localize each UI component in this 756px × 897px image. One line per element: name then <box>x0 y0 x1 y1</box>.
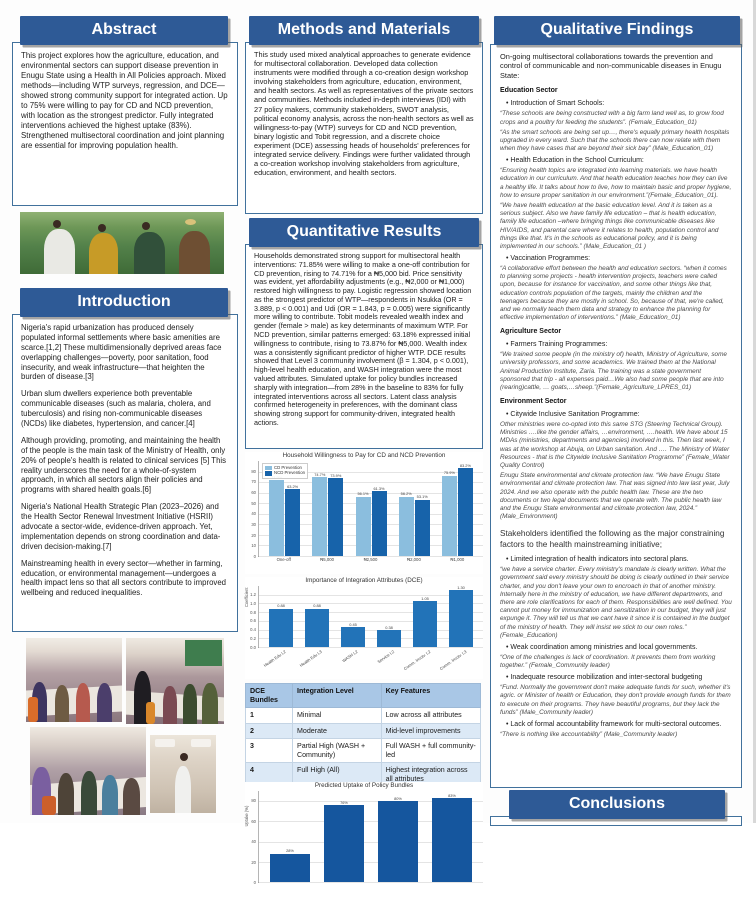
photo-participant <box>202 683 218 724</box>
y-axis <box>245 461 258 557</box>
bar <box>458 462 473 556</box>
qualitative-bullet: • Inadequate resource mobilization and inter-sectoral budgeting <box>506 674 732 683</box>
right-column <box>488 0 746 823</box>
qualitative-bullet: • Farmers Training Programmes: <box>506 341 732 350</box>
quantitative-title: Quantitative Results <box>286 223 442 240</box>
bar <box>372 485 387 556</box>
x-tick-label <box>436 557 479 565</box>
photo-figure-farmer <box>179 231 210 274</box>
dce-column-header: DCE Bundles <box>246 684 293 708</box>
y-tick-label: 0.2 <box>250 636 256 642</box>
y-tick-label: 0.6 <box>250 618 256 624</box>
qualitative-bullet: • Introduction of Smart Schools: <box>506 100 732 109</box>
wtp-bar-chart <box>245 452 483 574</box>
bar-group <box>371 791 425 882</box>
photo-participant <box>102 775 118 815</box>
legend-swatch <box>265 466 272 471</box>
chart-title: Predicted Uptake of Policy Bundles <box>314 782 414 789</box>
quantitative-box <box>245 244 483 449</box>
abstract-title: Abstract <box>91 21 157 38</box>
bar-value-label: 63.2% <box>287 483 299 489</box>
y-tick-label: 80 <box>251 468 256 474</box>
qualitative-quote: “There is nothing like accountability” (Male_Community leader) <box>500 730 678 738</box>
qualitative-quote: “One of the challenges is lack of coordination. It prevents them from working together.” (Female_Community leader) <box>500 653 716 670</box>
dce-table-cell: Full High (All) <box>292 763 381 787</box>
x-tick-text: ₦1,000 <box>450 557 465 562</box>
y-tick-label: 20 <box>251 859 256 865</box>
dce-bundles-table-wrap <box>245 683 481 787</box>
dce-header-row <box>246 684 481 708</box>
dce-column-header: Key Features <box>381 684 480 708</box>
bar-group <box>263 586 299 647</box>
abstract-header <box>20 16 229 45</box>
x-tick-text: One-off <box>276 557 291 562</box>
chart-title: Household Willingness to Pay for CD and NCD Prevention <box>282 452 446 459</box>
x-tick-text: Comm. Involv. L2 <box>402 649 432 672</box>
bar <box>356 491 371 556</box>
intro-paragraphs <box>13 315 237 613</box>
dce-table-cell: Moderate <box>292 723 381 739</box>
bars <box>259 791 483 882</box>
legend-swatch <box>265 471 272 476</box>
y-tick-label: 0 <box>253 880 256 885</box>
bar <box>413 595 437 647</box>
methods-title: Methods and Materials <box>277 21 451 38</box>
dce-table-head <box>246 684 481 708</box>
qualitative-bullet: • Health Education in the School Curriculum: <box>506 157 732 166</box>
qualitative-quote: “We trained some people (in the ministry of) health, Ministry of Agriculture, some university professors, and some academics. We trained them at the National Animal Production Institute, Zaria. The training was a state government sponsored that trip - all expenses paid…We also had some people that are into (rearing)cattle, … goats,…sheep.”(Female_Agriculture_LPRES_01) <box>500 351 727 391</box>
y-tick-label: 50 <box>251 500 256 506</box>
bar-group <box>443 586 479 647</box>
bar-value-label: 53.1% <box>416 494 428 500</box>
x-tick-label <box>334 648 370 668</box>
bar-group <box>393 461 436 556</box>
photo-air-conditioner <box>191 739 211 747</box>
x-axis-labels <box>258 648 483 672</box>
photo-figure-head <box>98 224 106 232</box>
bar <box>269 480 284 556</box>
bar <box>270 848 310 882</box>
x-tick-text: ₦2,500 <box>363 557 378 562</box>
legend-entry <box>265 471 305 476</box>
bar <box>432 792 472 882</box>
methods-text: This study used mixed analytical approaches to generate evidence for multisectoral collaboration. Developed data collection instruments were modified through a co-creation design workshop involving stakeholders from agriculture, education, environment, and health sectors. As well as representatives of the private sectors and communities. Methods included in-depth interviews (IDI) with 27 policy makers, community stakeholders, SWOT analysis, political economy analysis, across the non-health sectors as well as willingness-to-pay (WTP) surveys for CD and NCD prevention, binary logistic and Tobit regression, and a discrete choice experiment (DCE) assessing heads of households' preferences for integrated service delivery. Findings were further validated through a co-creation workshop involving stakeholders from agriculture, education, environment, and health sectors. <box>254 50 474 178</box>
chart-legend <box>262 463 308 479</box>
bar <box>399 491 414 556</box>
photo-participant <box>76 683 90 722</box>
bar <box>449 584 473 647</box>
bar-value-label: 56.1% <box>357 491 369 497</box>
bar-group <box>349 461 392 556</box>
x-tick-label <box>305 557 348 565</box>
x-tick-label <box>371 648 407 668</box>
y-tick-label: 60 <box>251 818 256 824</box>
dce-table-row <box>246 723 481 739</box>
qualitative-box <box>490 44 742 788</box>
photo-participant <box>97 683 112 722</box>
y-tick-label: 70 <box>251 479 256 485</box>
abstract-text: This project explores how the agriculture, education, and environmental sectors can support disease prevention in Enugu State using a Health in All Policies approach. Mixed methods—including WTP surveys, regression, and DCE—showed strong community support for integrated action. Up to 75% were willing to pay for CD and NCD prevention, with location as the strongest predictor. Fully integrated interventions achieved the highest uptake (83%). Strengthened multisectoral coordination and joint planning are essential for improving population health. <box>21 51 228 151</box>
photo-speaker-figure <box>175 766 191 813</box>
qualitative-header <box>494 16 739 45</box>
x-tick-label <box>438 648 479 672</box>
left-column <box>8 0 240 823</box>
bar-value-label: 28% <box>286 848 294 854</box>
bar <box>285 483 300 556</box>
qualitative-sector: Agriculture Sector <box>500 328 562 336</box>
conclusions-title: Conclusions <box>568 795 665 812</box>
qualitative-bullet: • Vaccination Programmes: <box>506 255 732 264</box>
bar <box>378 795 418 882</box>
bar-value-label: 73.9% <box>330 472 342 478</box>
bar-value-label: 0.45 <box>349 621 357 627</box>
photo-banner <box>185 640 222 666</box>
bar-value-label: 61.3% <box>373 485 385 491</box>
bar <box>442 470 457 556</box>
photo-participant <box>58 773 74 815</box>
photo-participant <box>163 686 177 724</box>
qualitative-bullet: • Limited integration of health indicators into sectoral plans. <box>506 556 732 565</box>
photo-field-visit <box>20 212 224 274</box>
qualitative-title: Qualitative Findings <box>540 21 694 38</box>
y-tick-label: 0.8 <box>250 609 256 615</box>
x-tick-text: Service L2 <box>376 649 396 665</box>
photo-orange-chair <box>42 796 56 815</box>
bar-group <box>317 791 371 882</box>
y-tick-label: 1.0 <box>250 600 256 606</box>
photo-figure-head <box>142 222 150 230</box>
y-tick-label: 0.0 <box>250 645 256 650</box>
qualitative-quote: Other ministries were co-opted into this same STG (Steering Technical Group). Ministries ….like the gender affairs, …environment, ….health. We have about 15 MDAs (ministries, departments and agencies) involved in this. Then last week, I was at the workshop at Abuja, on Urban sanitation. And …. The Ministry of Water Resources - that is the Citywide Inclusive Sanitation Programme” (Female_Water Quality Control) <box>500 421 730 470</box>
introduction-header <box>20 288 229 317</box>
dce-table-cell: 2 <box>246 723 293 739</box>
y-tick-label: 60 <box>251 489 256 495</box>
dce-table-cell: Mid-level improvements <box>381 723 480 739</box>
methods-box <box>245 42 483 214</box>
bar-value-label: 56.2% <box>400 491 412 497</box>
y-tick-label: 20 <box>251 532 256 538</box>
dce-table-body <box>246 708 481 787</box>
photo-figure-woman <box>89 233 118 274</box>
bar-value-label: 0.88 <box>277 603 285 609</box>
x-tick-label <box>262 557 305 565</box>
abstract-box <box>12 42 238 206</box>
qualitative-sector: Education Sector <box>500 87 558 95</box>
photo-figure-straw-hat <box>185 219 196 225</box>
dce-table-cell: 1 <box>246 708 293 724</box>
workshop-photo-collage <box>18 638 224 818</box>
photo-workshop-1 <box>26 638 122 722</box>
plot-area <box>258 791 483 883</box>
bar-value-label: 0.88 <box>313 603 321 609</box>
x-tick-label <box>298 648 334 668</box>
dce-table-row <box>246 739 481 763</box>
x-tick-label <box>262 648 298 668</box>
bar <box>377 624 401 647</box>
introduction-title: Introduction <box>77 293 171 310</box>
x-tick-label <box>402 648 443 672</box>
bar-value-label: 0.38 <box>385 624 393 630</box>
middle-column <box>243 0 485 885</box>
bar-group <box>299 586 335 647</box>
intro-paragraph: Nigeria's rapid urbanization has produced densely populated informal settlements where basic amenities are scarce.[1,2] These multidimensionally deprived areas face overlapping challenges—poverty, poor sanitation, food insecurity, and weak infrastructure—that heighten the burden of disease.[3] <box>21 323 222 382</box>
dce-table-row <box>246 708 481 724</box>
dce-table-cell: Partial High (WASH + Community) <box>292 739 381 763</box>
photo-figure-doctor <box>44 229 75 274</box>
qualitative-quote: “Ensuring health topics are integrated into learning materials. we have health education in our curriculum. And that health education teaches how they can live a healthy life. It talks about how to live, how to maintain basic and proper hygiene, how to ensure proper sanitation in our environment.”(Female_Education_01). <box>500 167 732 199</box>
y-tick-label: 40 <box>251 511 256 517</box>
x-tick-text: Comm. Involv. L3 <box>438 649 468 672</box>
bar-group <box>371 586 407 647</box>
photo-figure-man <box>134 232 165 274</box>
bar <box>305 603 329 647</box>
bar <box>324 799 364 882</box>
x-tick-text: ₦5,000 <box>320 557 335 562</box>
intro-paragraph: Mainstreaming health in every sector—whether in farming, education, or environmental management—undergoes a health impact lens so that all sectors contribute to improved wellbeing and reduced inequalities. <box>21 558 226 598</box>
bars <box>259 586 483 647</box>
bar-value-label: 76% <box>340 799 348 805</box>
x-tick-label <box>392 557 435 565</box>
qualitative-quote: “we have a service charter. Every ministry's mandate is clearly written. What the government said every ministry should be doing is clearly outlined in their service charter, and you don't leave your own to encroach in that of another ministry. Internally here in the ministry of education, we have different departments, and there are role clarifications for each of them. Responsibilities are well defined. You cannot put money for immunization and sensitization in our budget, they will just expunge it. They will tell us that we cant have it since it is contained in the budget of the ministry of health. They will insist we stick to our own roles.” (Female_Education) <box>500 566 732 639</box>
bar-value-label: 75.9% <box>443 470 455 476</box>
bar-value-label: 80% <box>394 795 402 801</box>
bar <box>415 494 430 556</box>
qualitative-bullet: • Citywide Inclusive Sanitation Programme: <box>506 411 732 420</box>
bar-value-label: 1.05 <box>421 595 429 601</box>
dce-table-cell: 4 <box>246 763 293 787</box>
bar-group <box>425 791 479 882</box>
x-tick-label <box>349 557 392 565</box>
bar <box>269 603 293 647</box>
chart-title: Importance of Integration Attributes (DCE) <box>305 577 423 584</box>
photo-speaker <box>150 735 216 813</box>
qualitative-sector: Environment Sector <box>500 398 567 406</box>
photo-orange-chair <box>146 702 156 724</box>
intro-paragraph: Urban slum dwellers experience both preventable communicable diseases (such as malaria, cholera, and tuberculosis) and rising non-communicable diseases (NCDs) like diabetes, hypertension, and cancer.[4] <box>21 389 211 429</box>
dce-table-cell: Minimal <box>292 708 381 724</box>
x-axis-labels <box>258 557 483 565</box>
bar-value-label: 83% <box>448 792 456 798</box>
photo-figure-head <box>53 220 61 228</box>
qualitative-quote: Enugu State environmental and climate protection law. “We have Enugu State environmental and climate protection law. That was signed into law last year, July 2024. And we also operate with the public health law. These are the two documents or two legal documents that we operate with. The public health law and the Enugu State environmental and climate protection law, 2024.” (Male_Environment) <box>500 472 730 521</box>
x-tick-text: Health Edu L2 <box>262 649 287 668</box>
y-tick-label: 30 <box>251 521 256 527</box>
bar-value-label: 74.7% <box>314 471 326 477</box>
bar-value-label: 1.30 <box>457 584 465 590</box>
dce-table-cell: Highest integration across all attributes <box>381 763 480 787</box>
chart-plot-body <box>245 586 483 648</box>
policy-uptake-chart <box>245 782 483 897</box>
chart-plot-body <box>245 461 483 557</box>
gridline <box>259 882 483 883</box>
introduction-box <box>12 314 238 632</box>
qualitative-bullet: • Lack of formal accountability framework for multi-sectoral outcomes. <box>506 721 732 730</box>
qualitative-bullet: • Weak coordination among ministries and local governments. <box>506 644 732 653</box>
bar <box>312 471 327 556</box>
quantitative-header <box>249 218 479 247</box>
photo-orange-chair <box>28 697 38 722</box>
qualitative-quote: “We have health education at the basic education level. And it is taken as a serious subject. Also we have family life education – that is health education, family life education –where bringing things like communicable diseases like HIV/AIDS, and parental care where it relates to health, population control and things like that. It's in the schools as educational policy, and it is being implemented in our schools.” (Male_Education_01 ) <box>500 201 719 250</box>
y-axis-title: Coefficient <box>244 587 249 608</box>
chart-plot-body <box>245 791 483 883</box>
dce-table-cell: Low across all attributes <box>381 708 480 724</box>
photo-participant <box>81 771 97 815</box>
x-tick-text: Health Edu L3 <box>298 649 323 668</box>
y-tick-label: 0.4 <box>250 627 256 633</box>
bar <box>341 621 365 647</box>
bar-group <box>335 586 371 647</box>
photo-workshop-2 <box>126 638 224 724</box>
qualitative-quote: “Fund. Normally the government don't make adequate funds for such, whether it's agric. or Minister of health or Education, they don't provide enough funds for them to execute on their programs. They have beautiful programs, but they lack the funds” (Male_Community leader) <box>500 684 731 716</box>
intro-paragraph: Nigeria's National Health Strategic Plan (2023–2026) and the Health Sector Renewal Investment Initiative (HSRII) advocate a sector-wide, evidence-driven approach. Yet, implementation depends on strong coordination and data-driven decision-making.[7] <box>21 502 221 551</box>
x-tick-text: WASH L2 <box>341 649 359 664</box>
photo-air-conditioner <box>155 739 175 747</box>
dce-table-cell: 3 <box>246 739 293 763</box>
qualitative-content <box>491 45 741 748</box>
y-tick-label: 1.2 <box>250 591 256 597</box>
plot-area <box>258 461 483 557</box>
qualitative-lead2: Stakeholders identified the following as the major constraining factors to the health mainstreaming initiative; <box>500 529 725 549</box>
dce-column-header: Integration Level <box>292 684 381 708</box>
photo-participant <box>123 778 140 815</box>
bar-group <box>436 461 479 556</box>
conclusions-header <box>509 790 726 819</box>
y-tick-label: 40 <box>251 839 256 845</box>
qualitative-quote: “A collaborative effort between the health and education sectors. “when it comes to planning some projects - health intervention projects, teachers were called upon, because for instance for vaccination, and some other things like that, education controls population of the targets, mainly the children and the teenagers because they are mostly in school. So, because of that, we're called, and we normally teach them data and strategy to enhance the planning for effective implementation of interventions.” (Male_Education_01) <box>500 265 727 322</box>
photo-workshop-3 <box>30 727 146 815</box>
photo-speaker-head <box>180 753 188 761</box>
x-tick-text: ₦2,000 <box>406 557 421 562</box>
bar-value-label: 83.2% <box>459 462 471 468</box>
y-tick-label: 80 <box>251 798 256 804</box>
qualitative-quote: “As the smart schools are being set up…, there's equally primary health hospitals upgraded in every ward. Such that the schools there can now relate with them when they have cases that are beyond their sick bay” (Male_Education_01) <box>500 128 730 153</box>
qualitative-lead: On-going multisectoral collaborations towards the prevention and control of communicable and non-communicable diseases in Enugu State: <box>500 52 722 80</box>
methods-header <box>249 16 479 45</box>
dce-table-cell: Full WASH + full community-led <box>381 739 480 763</box>
intro-paragraph: Although providing, promoting, and maintaining the health of the people is the main task of the Ministry of Health, only 20% of people's health is related to clinical services [5] This reality underscores the need for a whole-of-system approach, in which all sectors align their policies and programs with shared health goals.[6] <box>21 435 227 495</box>
quantitative-text: Households demonstrated strong support for multisectoral health interventions: 71.85% were willing to make a one-off contribution for CD prevention, rising to 74.71% for a ₦5,000 bid. Price sensitivity was evident, yet affordability adjustments (e.g., ₦2,000 or ₦1,000) restored high willingness to pay. Logistic regression showed location as the strongest predictor of WTP—respondents in Nsukka (OR = 3.889, p < 0.001) and Udi (OR = 1.843, p = 0.005) were significantly more willing to contribute. Tobit models revealed wealth index and gender (female > male) as key determinants of maximum WTP. For NCD prevention, similar patterns emerged: 63.18% expressed initial willingness to contribute, rising to 73.87% for ₦5,000. Wealth index was a consistently significant predictor of higher WTP. DCE results showed that Level 3 community involvement (β = 1.304, p < 0.001), high-level health education, and WASH integration were the most valued attributes. Simulated uptake for policy bundles increased sharply with integration—from 28% in the baseline to 83% for fully integrated interventions across all sectors. Latent class analysis confirmed heterogeneity in preferences, with the dominant class showing strong support for community-driven, integrated health actions. <box>254 251 472 427</box>
dce-attributes-chart <box>245 577 483 679</box>
y-tick-label: 10 <box>251 543 256 549</box>
legend-label: NCD Prevention <box>274 470 306 476</box>
y-tick-label: 0 <box>253 554 256 559</box>
legend-label: CD Prevention <box>274 464 302 470</box>
qualitative-quote: “These schools are being constructed with a big farm land well as, to grow food crops and a poultry for feeding the students”. (Female_Education_01) <box>500 110 724 126</box>
bar-group <box>407 586 443 647</box>
dce-bundles-table <box>245 683 481 787</box>
plot-area <box>258 586 483 648</box>
bar <box>328 472 343 556</box>
y-axis-title: Uptake (%) <box>244 805 249 827</box>
bar-group <box>263 791 317 882</box>
photo-participant <box>183 684 197 724</box>
photo-participant <box>55 685 69 722</box>
bar-group <box>306 461 349 556</box>
